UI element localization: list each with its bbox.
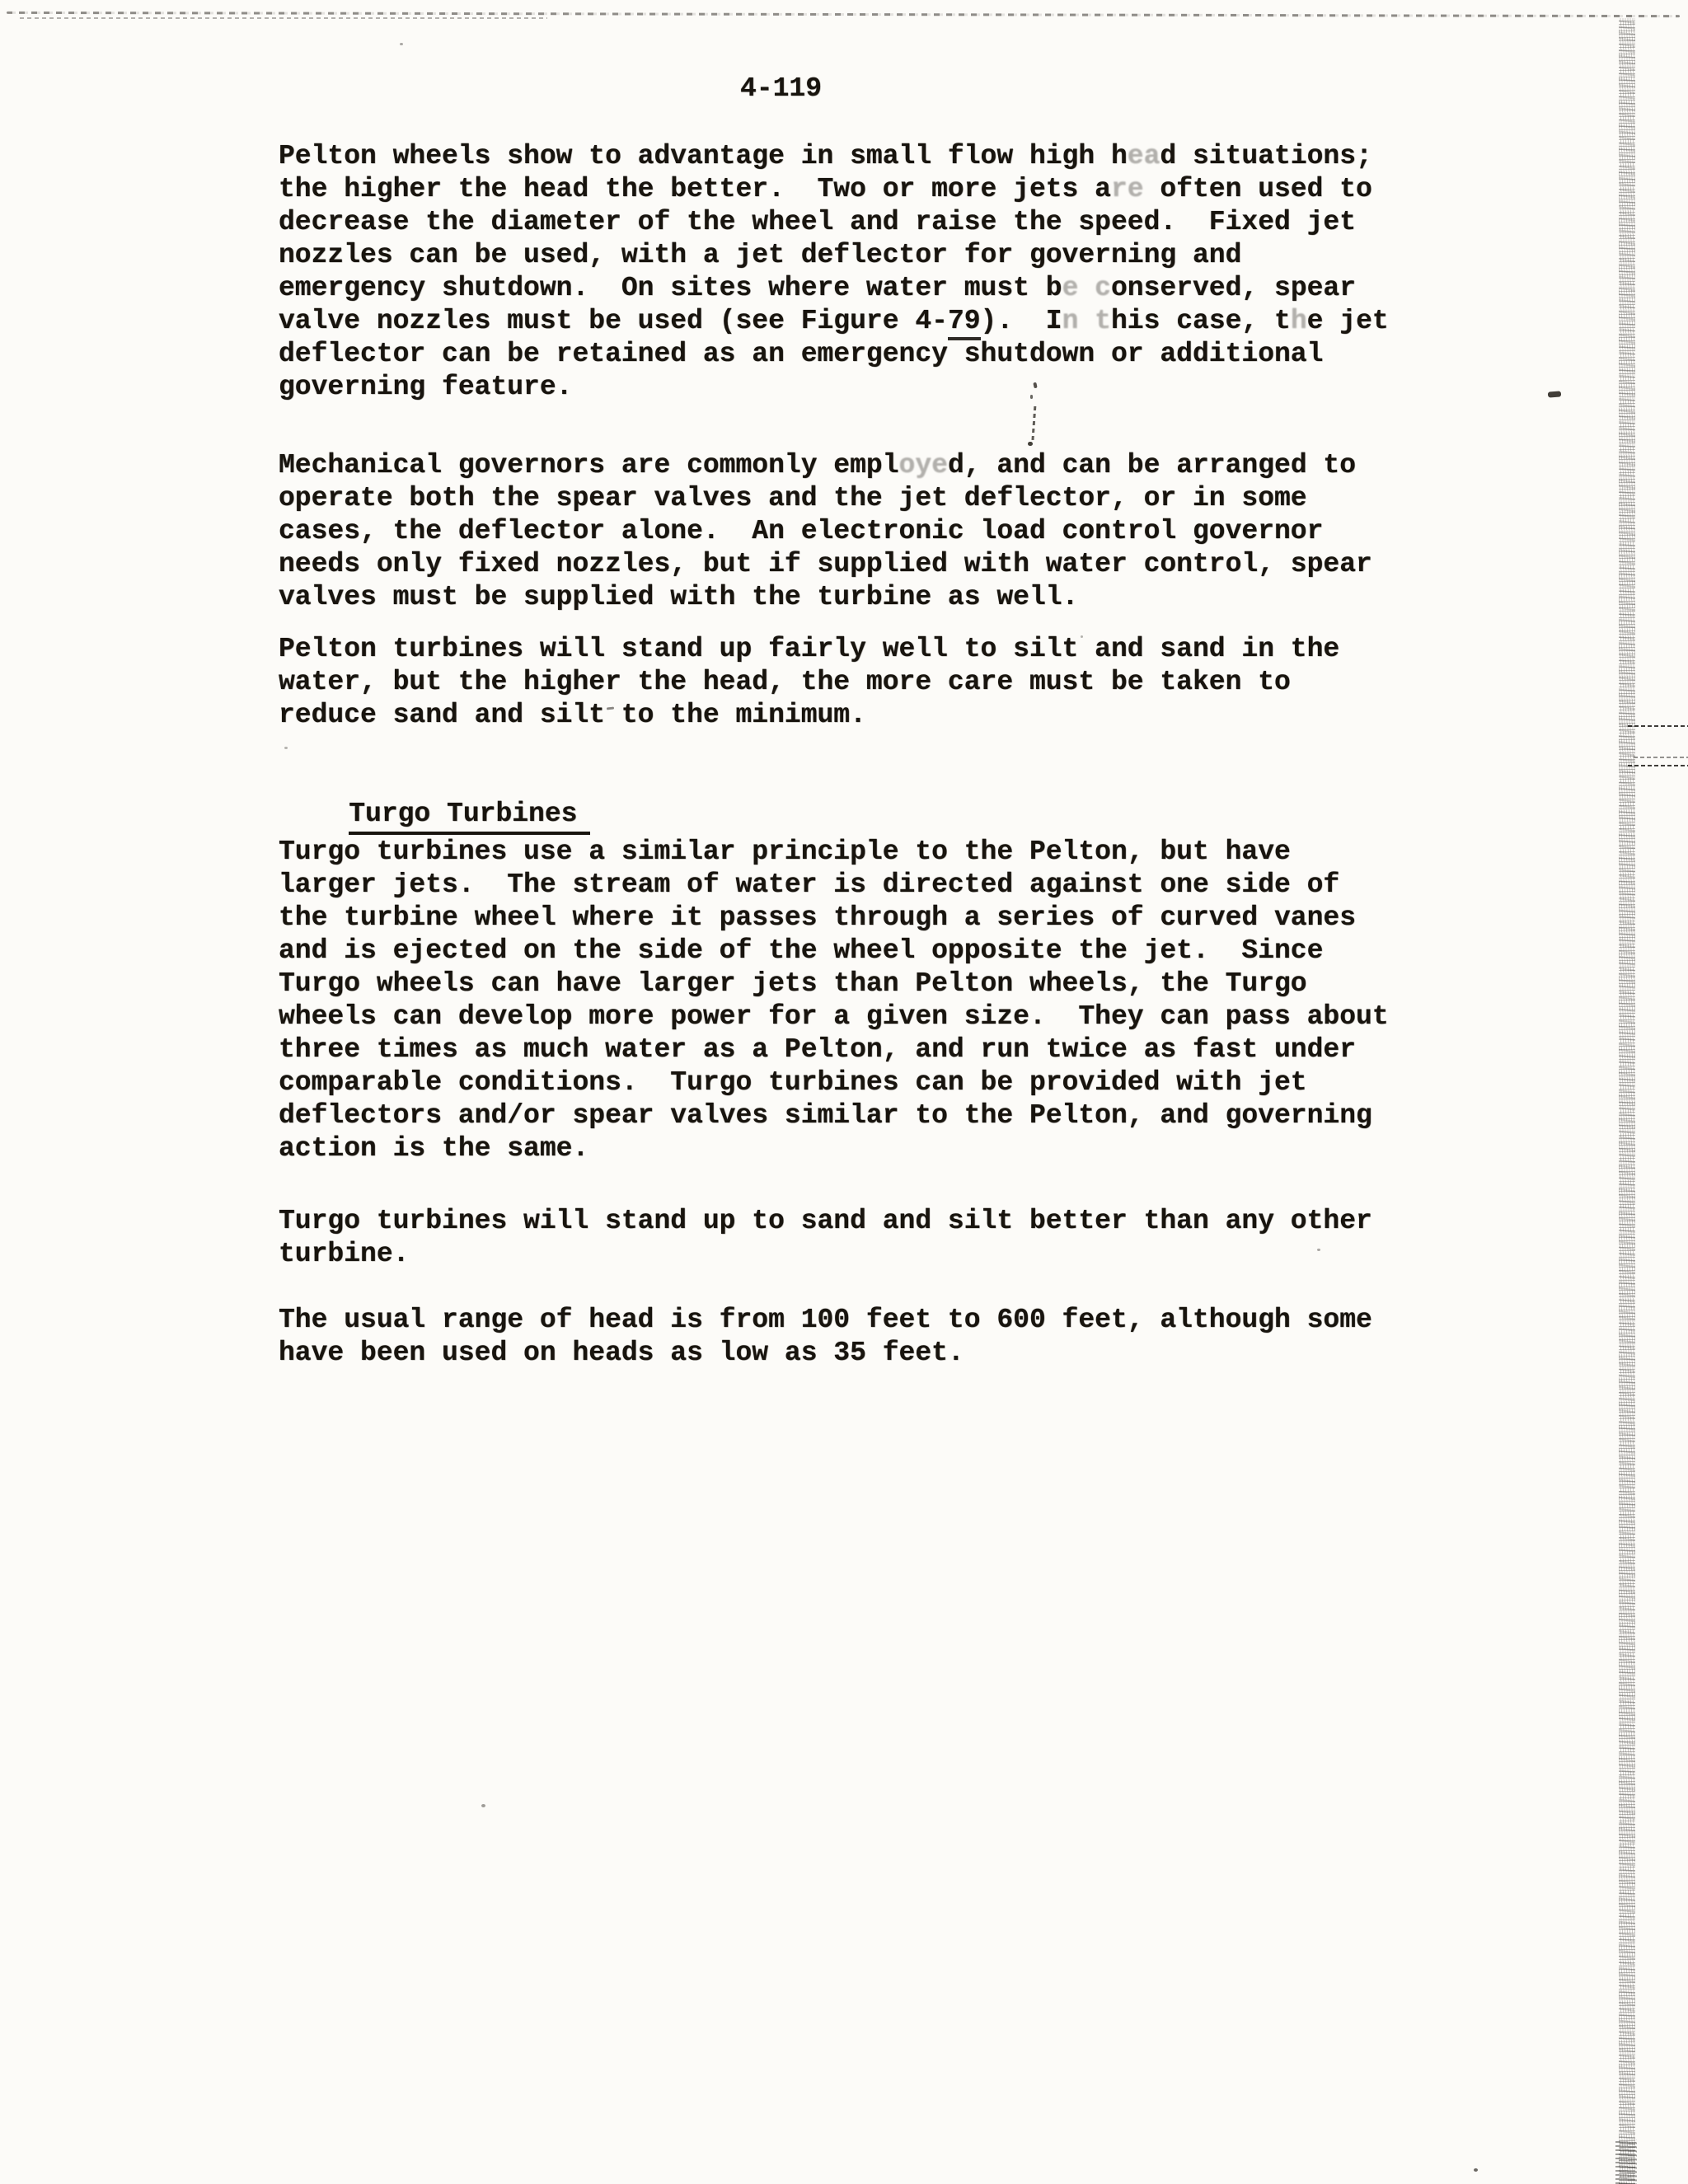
text-segment: action is the same. — [279, 1133, 589, 1164]
text-segment: ea — [1127, 141, 1160, 171]
ink-smudge — [1028, 442, 1033, 446]
text-line — [279, 699, 1449, 732]
text-segment: Turgo turbines will stand up to sand and silt better than any other — [279, 1206, 1372, 1236]
text-segment: comparable conditions. Turgo turbines can be provided with jet — [279, 1067, 1307, 1098]
section-heading-text: Turgo Turbines — [349, 799, 590, 835]
text-segment: the turbine wheel where it passes through a series of curved vanes — [279, 902, 1357, 933]
text-segment: n t — [1062, 306, 1111, 336]
scan-speck — [1474, 2168, 1478, 2172]
text-segment: the higher the head the better. Two or more jets a — [279, 174, 1111, 204]
text-line — [279, 902, 1449, 935]
text-line — [279, 449, 1449, 482]
paragraph — [279, 1304, 1449, 1370]
scan-margin-dash-line — [1634, 757, 1688, 758]
text-segment: oye — [898, 450, 948, 480]
text-line — [279, 1099, 1449, 1132]
text-line — [279, 515, 1449, 548]
text-line — [279, 140, 1449, 173]
text-segment: needs only fixed nozzles, but if supplied with water control, spear — [279, 549, 1372, 579]
text-segment: nozzles can be used, with a jet deflector for governing and — [279, 240, 1242, 270]
text-segment: h — [1290, 306, 1307, 336]
text-segment: Turgo wheels can have larger jets than Pelton wheels, the Turgo — [279, 968, 1307, 999]
text-segment: have been used on heads as low as 35 feet. — [279, 1338, 964, 1368]
scan-margin-dash-line — [1628, 765, 1688, 766]
scan-speck — [400, 43, 403, 45]
text-segment: larger jets. The stream of water is directed against one side of — [279, 869, 1340, 900]
text-segment: deflector can be retained as an emergency shutdown or additional — [279, 339, 1324, 369]
text-line — [279, 206, 1449, 239]
text-line — [279, 666, 1449, 699]
ink-smudge — [1031, 404, 1036, 440]
text-segment: decrease the diameter of the wheel and raise the speed. Fixed jet — [279, 207, 1357, 237]
text-segment: wheels can develop more power for a given size. They can pass about — [279, 1001, 1389, 1032]
text-segment: governing feature. — [279, 372, 573, 402]
paragraph — [279, 449, 1449, 614]
text-segment: emergency shutdown. On sites where water must b — [279, 273, 1062, 303]
text-segment: d, and can be arranged to — [947, 450, 1357, 480]
scan-noise-band — [1619, 18, 1635, 2184]
scan-margin-dash-line — [1628, 725, 1688, 727]
text-line — [279, 482, 1449, 515]
paragraph — [279, 836, 1449, 1165]
text-line — [279, 338, 1449, 371]
text-segment: deflectors and/or spear valves similar to the Pelton, and governing — [279, 1100, 1372, 1131]
text-line — [279, 1033, 1449, 1066]
text-line — [279, 371, 1449, 404]
text-line — [279, 581, 1449, 614]
scan-edge-line-dark — [20, 17, 547, 19]
text-segment: often used to — [1143, 174, 1372, 204]
text-segment: three times as much water as a Pelton, and run twice as fast under — [279, 1034, 1357, 1065]
text-segment: turbine. — [279, 1239, 410, 1269]
text-line — [279, 1132, 1449, 1165]
scan-noise-band-foot — [1615, 2139, 1637, 2184]
paragraph — [279, 633, 1449, 732]
text-segment: Pelton turbines will stand up fairly well to silt and sand in the — [279, 634, 1340, 664]
text-segment: Pelton wheels show to advantage in small flow high h — [279, 141, 1128, 171]
text-segment: his case, t — [1111, 306, 1291, 336]
text-line — [279, 305, 1449, 338]
text-line — [279, 272, 1449, 305]
text-segment: cases, the deflector alone. An electronic load control governor — [279, 516, 1324, 546]
text-line — [279, 239, 1449, 272]
text-segment: Turgo turbines use a similar principle to the Pelton, but have — [279, 837, 1291, 867]
text-segment: onserved, spear — [1110, 273, 1357, 303]
text-segment: e jet — [1306, 306, 1389, 336]
text-segment: ). I — [980, 306, 1062, 336]
text-segment: Mechanical governors are commonly empl — [279, 450, 899, 480]
figure-reference: 79 — [948, 306, 981, 340]
paragraph — [279, 140, 1449, 404]
text-line — [279, 1337, 1449, 1370]
text-line — [279, 1001, 1449, 1033]
text-segment: reduce sand and silt to the minimum. — [279, 700, 866, 730]
text-line — [279, 1205, 1449, 1238]
text-segment: d situations; — [1160, 141, 1372, 171]
text-segment: e c — [1062, 273, 1111, 303]
text-line — [279, 1238, 1449, 1271]
text-line — [279, 173, 1449, 206]
text-segment: valves must be supplied with the turbine as well. — [279, 582, 1079, 612]
text-segment: The usual range of head is from 100 feet to 600 feet, although some — [279, 1305, 1372, 1335]
scan-speck — [284, 747, 288, 749]
text-line — [279, 548, 1449, 581]
ink-mark — [1548, 391, 1561, 397]
text-segment: operate both the spear valves and the jet deflector, or in some — [279, 483, 1307, 513]
text-line — [279, 633, 1449, 666]
page-number: 4-119 — [740, 73, 823, 104]
text-line — [279, 1066, 1449, 1099]
text-line — [279, 869, 1449, 902]
text-line — [279, 1304, 1449, 1337]
text-line — [279, 935, 1449, 968]
paragraph — [279, 1205, 1449, 1271]
scan-speck — [481, 1804, 485, 1807]
text-segment: valve nozzles must be used (see Figure 4- — [279, 306, 948, 336]
text-line — [279, 968, 1449, 1001]
section-heading — [284, 765, 590, 864]
text-segment: and is ejected on the side of the wheel opposite the jet. Since — [279, 935, 1324, 966]
text-segment: re — [1110, 174, 1144, 204]
text-segment: water, but the higher the head, the more care must be taken to — [279, 667, 1291, 697]
